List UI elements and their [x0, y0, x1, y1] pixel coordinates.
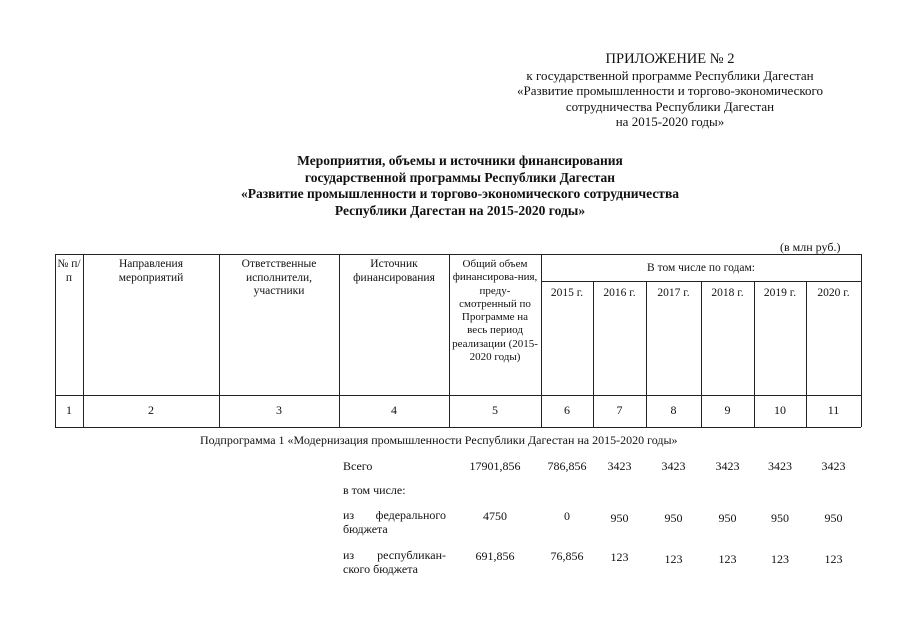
- row-value: 950: [771, 511, 789, 525]
- title-line: «Развитие промышленности и торгово-экономического сотрудничества: [241, 186, 679, 201]
- row-value: 3423: [768, 459, 792, 473]
- column-number: 9: [724, 403, 731, 417]
- header-year: 2017 г.: [657, 287, 690, 299]
- col-border: [541, 254, 542, 427]
- header-bottom-border: [55, 395, 861, 396]
- row-value: 950: [610, 511, 629, 525]
- appendix-line: «Развитие промышленности и торгово-экономического: [516, 83, 824, 98]
- col-border: [339, 254, 340, 427]
- title-line: Республики Дагестан на 2015-2020 годы»: [334, 202, 586, 218]
- table-top-border: [55, 254, 861, 255]
- row-label: в том числе:: [343, 483, 406, 497]
- column-number: 4: [391, 403, 397, 417]
- row-label: Всего: [343, 459, 373, 473]
- header-year: 2015 г.: [550, 287, 584, 299]
- row-value: 691,856: [475, 549, 515, 563]
- header-by-years: В том числе по годам:: [647, 262, 755, 274]
- header-directions: Направления мероприятий: [118, 258, 184, 284]
- row-value: 123: [610, 550, 629, 564]
- column-number: 5: [492, 403, 498, 417]
- column-number: 1: [66, 403, 72, 417]
- row-value: 950: [664, 511, 683, 525]
- row-value: 123: [664, 552, 683, 566]
- col-border: [83, 254, 84, 427]
- row-value: 786,856: [547, 459, 587, 473]
- row-value: 0: [564, 509, 570, 523]
- row-value: 3423: [821, 459, 846, 473]
- col-border: [449, 254, 450, 427]
- row-value: 123: [718, 552, 737, 566]
- column-number: 6: [564, 403, 570, 417]
- col-border: [219, 254, 220, 427]
- header-year: 2019 г.: [763, 287, 797, 299]
- column-number: 11: [827, 403, 840, 417]
- header-executors: Ответственные исполнители, участники: [241, 258, 317, 297]
- col-border: [861, 254, 862, 427]
- header-year: 2018 г.: [711, 287, 744, 299]
- column-number: 2: [148, 403, 154, 417]
- header-total: Общий объем финансирова-ния, преду-смотренный по Программе на весь период реализации (2015-2020 годы): [452, 258, 538, 364]
- appendix-line: к государственной программе Республики Дагестан: [526, 67, 814, 83]
- header-year: 2016 г.: [603, 287, 636, 299]
- header-num: № п/п: [57, 258, 81, 284]
- numbers-row-bottom-border: [55, 427, 861, 428]
- appendix-line: на 2015-2020 годы»: [615, 114, 725, 129]
- row-value: 123: [824, 552, 843, 566]
- header-year: 2020 г.: [817, 287, 850, 299]
- row-value: 123: [771, 552, 789, 566]
- title-line: государственной программы Республики Дагестан: [304, 169, 616, 185]
- title-line: Мероприятия, объемы и источники финансирования: [297, 153, 623, 168]
- row-value: 950: [824, 511, 843, 525]
- column-number: 3: [276, 403, 282, 417]
- subprogram-title: Подпрограмма 1 «Модернизация промышленности Республики Дагестан на 2015-2020 годы»: [200, 433, 678, 447]
- appendix-line: сотрудничества Республики Дагестан: [565, 98, 775, 114]
- column-number: 7: [616, 403, 623, 417]
- row-value: 76,856: [550, 549, 584, 563]
- column-number: 8: [670, 403, 677, 417]
- column-number: 10: [774, 403, 786, 417]
- row-value: 17901,856: [469, 459, 521, 473]
- document-title: [170, 153, 750, 219]
- row-value: 3423: [607, 459, 632, 473]
- row-label: из республикан-ского бюджета: [343, 548, 446, 576]
- unit-note: (в млн руб.): [780, 240, 841, 254]
- appendix-block: [470, 52, 870, 130]
- row-value: 3423: [715, 459, 740, 473]
- row-value: 950: [718, 511, 737, 525]
- row-label: из федерального бюджета: [343, 508, 446, 536]
- appendix-title: ПРИЛОЖЕНИЕ № 2: [605, 51, 735, 67]
- row-value: 4750: [483, 509, 507, 523]
- row-value: 3423: [661, 459, 686, 473]
- header-source: Источник финансирования: [353, 258, 435, 284]
